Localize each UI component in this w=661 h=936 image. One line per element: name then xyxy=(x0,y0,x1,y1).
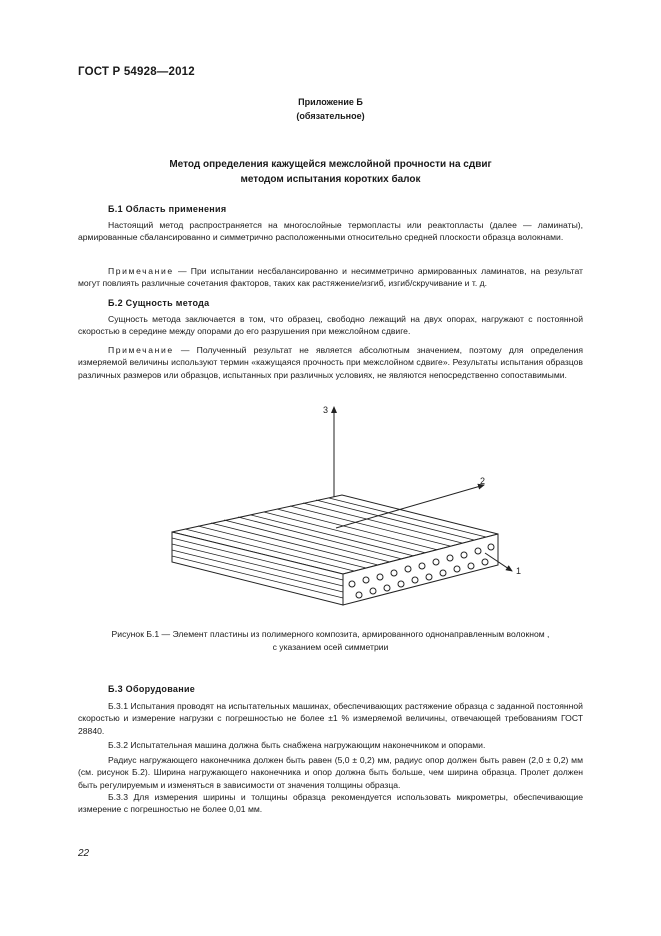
annex-status: (обязательное) xyxy=(296,111,365,121)
note-label: Примечание xyxy=(108,345,174,355)
section-b3-paragraph-2: Б.3.2 Испытательная машина должна быть снабжена нагружающим наконечником и опорами. xyxy=(108,740,486,750)
title-line-1: Метод определения кажущейся межслойной прочности на сдвиг xyxy=(169,159,492,170)
title-line-2: методом испытания коротких балок xyxy=(240,174,421,185)
section-b3-paragraph-3: Радиус нагружающего наконечника должен быть равен (5,0 ± 0,2) мм, радиус опор должен быть равен (2,0 ± 0,2) мм (см. рисунок Б.2). Ширина нагружающего наконечника и опор должна быть больше, чем ширина образца. Пролет должен быть регулируемым и изменяться в зависимости от значения толщины образца. xyxy=(78,755,583,790)
page-number: 22 xyxy=(78,848,90,859)
axis-2-label: 2 xyxy=(480,476,486,486)
axis-1-label: 1 xyxy=(516,566,522,576)
figure-caption xyxy=(0,628,661,653)
note-text: — Полученный результат не является абсолютным значением, поэтому для определения измеряемой величины используют термин «кажущаяся прочность при межслойном сдвиге». Результаты испытания образцов различных размеров или образцов, испытанных при различных условиях, не являются непосредственно сопоставимыми. xyxy=(78,345,583,380)
section-b2-heading: Б.2 Сущность метода xyxy=(108,298,210,308)
section-b2-paragraph: Сущность метода заключается в том, что образец, свободно лежащий на двух опорах, нагружают с постоянной скоростью в середине между опорами до его разрушения при межслойном сдвиге. xyxy=(78,314,583,337)
section-b3-paragraph-4: Б.3.3 Для измерения ширины и толщины образца рекомендуется использовать микрометры, обеспечивающие измерение с погрешностью не более 0,01 мм. xyxy=(78,792,583,815)
section-b3-heading: Б.3 Оборудование xyxy=(108,684,196,694)
axis-3-label: 3 xyxy=(323,405,329,415)
section-b1-heading: Б.1 Область применения xyxy=(108,204,227,214)
caption-line-1: Рисунок Б.1 — Элемент пластины из полимерного композита, армированного однонаправленным волокном , xyxy=(111,629,550,639)
section-b3-paragraph-1: Б.3.1 Испытания проводят на испытательных машинах, обеспечивающих растяжение образца с заданной постоянной скоростью и измерение нагрузки с погрешностью не более ±1 % измеряемой величины, отвечающей требованиям ГОСТ 28840. xyxy=(78,701,583,736)
standard-code: ГОСТ Р 54928—2012 xyxy=(78,66,195,78)
note-label: Примечание xyxy=(108,266,174,276)
section-b1-paragraph: Настоящий метод распространяется на многослойные термопласты или реактопласты (далее — ламинаты), армированные сбалансированно и симметрично расположенными относительно средней плоскости образца волокнами. xyxy=(78,220,583,243)
annex-label: Приложение Б xyxy=(298,97,363,107)
caption-line-2: с указанием осей симметрии xyxy=(272,641,389,652)
note-text: — При испытании несбалансированно и несимметрично армированных ламинатов, на результат могут повлиять различные сочетания факторов, таких как растяжение/изгиб, изгиб/скручивание и т. д. xyxy=(78,266,583,289)
